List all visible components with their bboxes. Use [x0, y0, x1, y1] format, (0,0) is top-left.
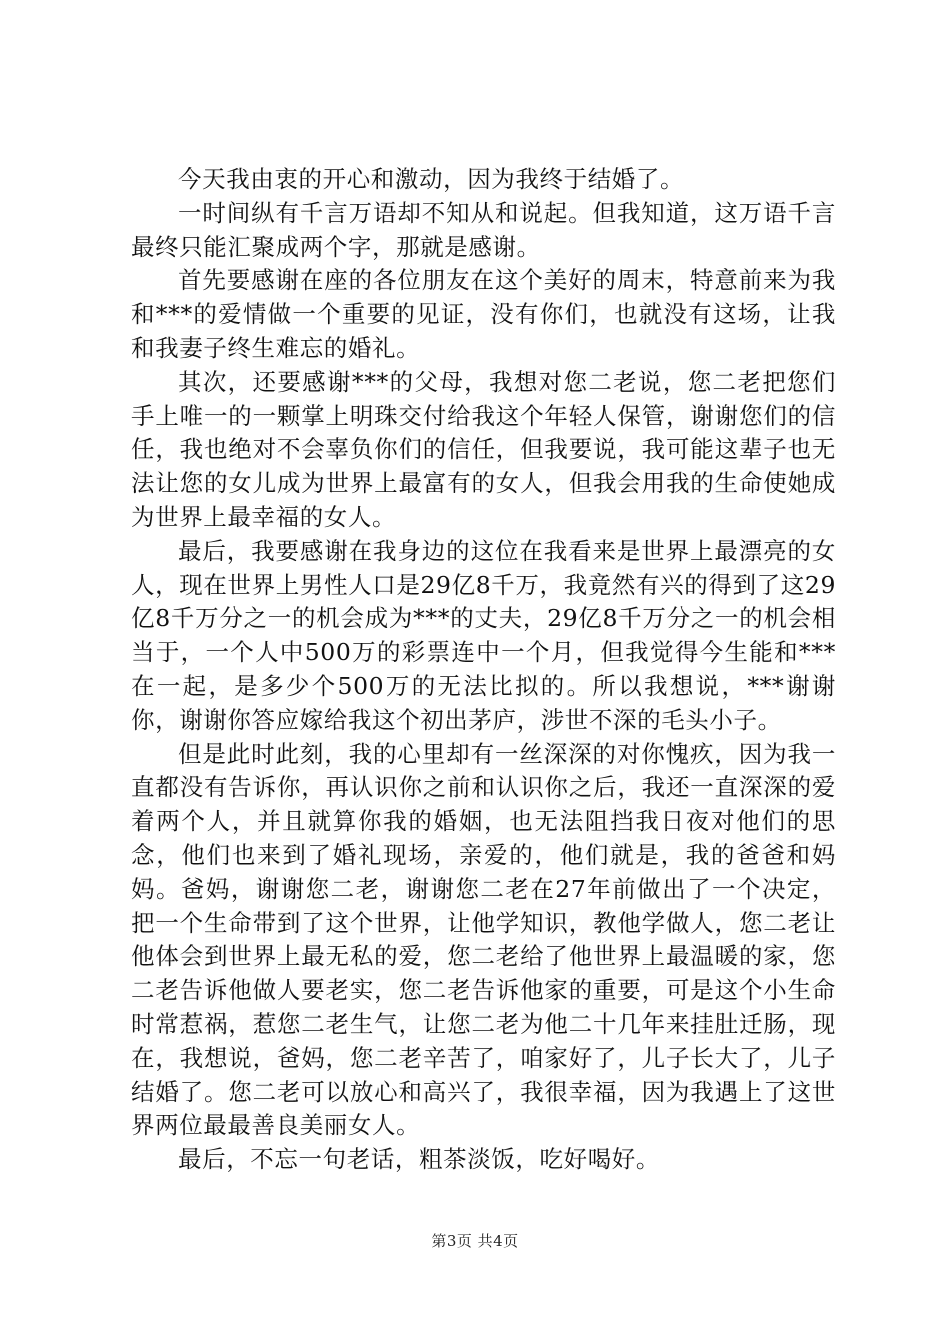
- paragraph-thanks-in-laws: 其次，还要感谢***的父母，我想对您二老说，您二老把您们手上唯一的一颗掌上明珠交付给我这个年轻人保管，谢谢您们的信任，我也绝对不会辜负你们的信任，但我要说，我可能这辈子也无法让您的女儿成为世界上最富有的女人，但我会用我的生命使她成为世界上最幸福的女人。: [131, 367, 836, 531]
- paragraph-thanks-friends: 首先要感谢在座的各位朋友在这个美好的周末，特意前来为我和***的爱情做一个重要的见证，没有你们，也就没有这场，让我和我妻子终生难忘的婚礼。: [131, 266, 836, 362]
- paragraph-thanks-intro: 一时间纵有千言万语却不知从和说起。但我知道，这万语千言最终只能汇聚成两个字，那就是感谢。: [131, 198, 836, 261]
- page-number-footer: 第3页 共4页: [431, 1232, 519, 1250]
- paragraph-opening: 今天我由衷的开心和激动，因为我终于结婚了。: [178, 165, 685, 193]
- paragraph-thanks-parents: 但是此时此刻，我的心里却有一丝深深的对你愧疚，因为我一直都没有告诉你，再认识你之前和认识你之后，我还一直深深的爱着两个人，并且就算你我的婚姻，也无法阻挡我日夜对他们的思念，他们也来到了婚礼现场，亲爱的，他们就是，我的爸爸和妈妈。爸妈，谢谢您二老，谢谢您二老在27年前做出了一个决定，把一个生命带到了这个世界，让他学知识，教他学做人，您二老让他体会到世界上最无私的爱，您二老给了他世界上最温暖的家，您二老告诉他做人要老实，您二老告诉他家的重要，可是这个小生命时常惹祸，惹您二老生气，让您二老为他二十几年来挂肚迁肠，现在，我想说，爸妈，您二老辛苦了，咱家好了，儿子长大了，儿子结婚了。您二老可以放心和高兴了，我很幸福，因为我遇上了这世界两位最最善良美丽女人。: [131, 739, 836, 1140]
- document-body: [131, 163, 836, 1177]
- paragraph-closing: 最后，不忘一句老话，粗茶淡饭，吃好喝好。: [178, 1145, 660, 1174]
- paragraph-thanks-wife: 最后，我要感谢在我身边的这位在我看来是世界上最漂亮的女人，现在世界上男性人口是29亿8千万，我竟然有兴的得到了这29亿8千万分之一的机会成为***的丈夫，29亿8千万分之一的机会相当于，一个人中500万的彩票连中一个月，但我觉得今生能和***在一起，是多少个500万的无法比拟的。所以我想说，***谢谢你，谢谢你答应嫁给我这个初出茅庐，涉世不深的毛头小子。: [131, 536, 836, 734]
